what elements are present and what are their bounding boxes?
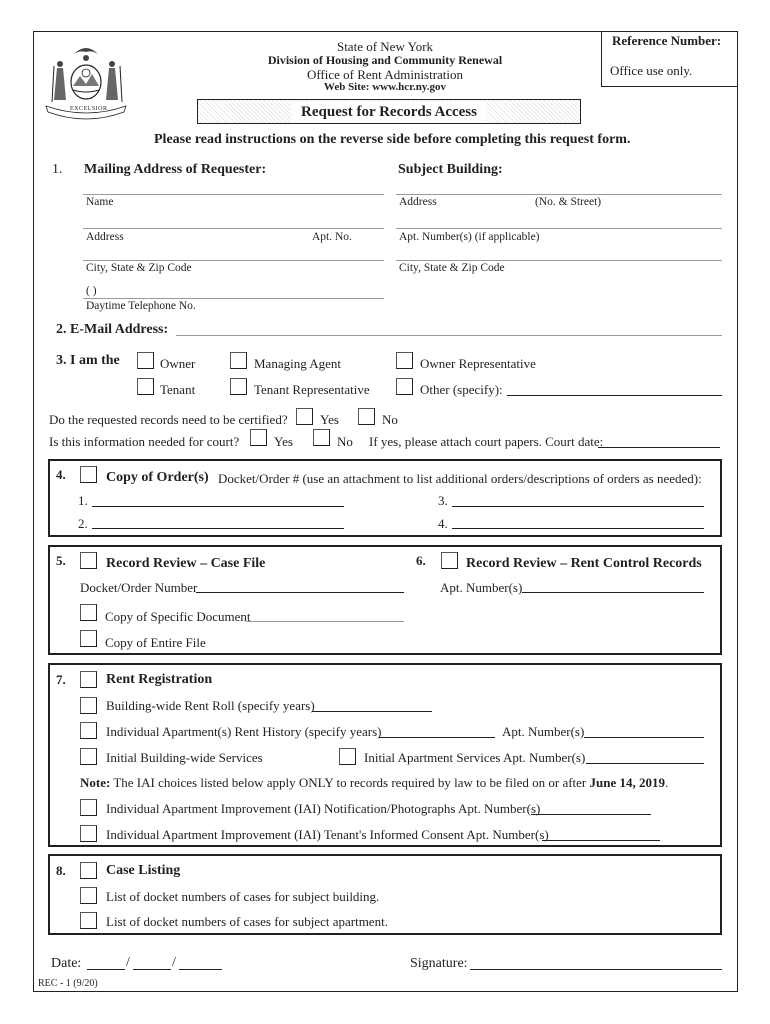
- tenant-checkbox[interactable]: [137, 378, 154, 395]
- certified-no-label: No: [382, 412, 398, 427]
- court-yes-label: Yes: [274, 434, 293, 449]
- certified-yes-label: Yes: [320, 412, 339, 427]
- iai-photos-label: Individual Apartment Improvement (IAI) Notification/Photographs Apt. Number(s): [106, 801, 541, 816]
- apartment-services-apt-field[interactable]: [586, 763, 704, 764]
- seal-motto: EXCELSIOR: [70, 106, 108, 112]
- rent-history-label: Individual Apartment(s) Rent History (specify years): [106, 724, 382, 739]
- apartment-cases-checkbox[interactable]: [80, 912, 97, 929]
- website: Web Site: www.hcr.ny.gov: [323, 81, 447, 93]
- copy-of-order-title: Copy of Order(s): [106, 470, 209, 485]
- requester-heading: Mailing Address of Requester:: [84, 162, 267, 177]
- other-checkbox[interactable]: [396, 378, 413, 395]
- certified-question: Do the requested records need to be certified?: [49, 412, 288, 427]
- rent-history-checkbox[interactable]: [80, 722, 97, 739]
- court-no-label: No: [337, 434, 353, 449]
- section-6-number: 6.: [416, 553, 426, 568]
- rent-roll-years-field[interactable]: [312, 711, 432, 712]
- managing-agent-checkbox[interactable]: [230, 352, 247, 369]
- signature-field[interactable]: [470, 969, 722, 970]
- section-5-number: 5.: [56, 553, 66, 568]
- case-listing-title: Case Listing: [106, 863, 181, 878]
- email-field[interactable]: [176, 335, 722, 336]
- apt-no-label: Apt. No.: [312, 231, 352, 243]
- building-city-field[interactable]: [396, 260, 722, 261]
- rent-registration-title: Rent Registration: [106, 672, 213, 687]
- entire-file-checkbox[interactable]: [80, 630, 97, 647]
- rent-registration-checkbox[interactable]: [80, 671, 97, 688]
- section-7-number: 7.: [56, 672, 66, 687]
- rent-roll-checkbox[interactable]: [80, 697, 97, 714]
- office-name: Office of Rent Administration: [306, 67, 464, 82]
- building-apt-field[interactable]: [396, 228, 722, 229]
- case-listing-checkbox[interactable]: [80, 862, 97, 879]
- signature-label: Signature:: [410, 956, 468, 971]
- i-am-the-label: 3. I am the: [56, 353, 120, 368]
- apartment-services-label: Initial Apartment Services Apt. Number(s): [364, 750, 586, 765]
- entire-file-label: Copy of Entire File: [105, 635, 206, 650]
- owner-checkbox[interactable]: [137, 352, 154, 369]
- tenant-rep-checkbox[interactable]: [230, 378, 247, 395]
- rent-history-years-field[interactable]: [379, 737, 495, 738]
- rent-control-title: Record Review – Rent Control Records: [466, 556, 702, 571]
- section-4-box: [48, 459, 722, 537]
- order-item-4-field[interactable]: [452, 528, 704, 529]
- city-label: City, State & Zip Code: [86, 262, 192, 274]
- rent-control-apt-label: Apt. Number(s): [440, 580, 523, 595]
- iai-note-text: The IAI choices listed below apply ONLY to records required by law to be filed on or after: [113, 775, 587, 790]
- reference-box: [601, 31, 738, 87]
- iai-photos-checkbox[interactable]: [80, 799, 97, 816]
- certified-yes-checkbox[interactable]: [296, 408, 313, 425]
- building-services-label: Initial Building-wide Services: [106, 750, 263, 765]
- date-slash-1: /: [126, 955, 130, 970]
- certified-no-checkbox[interactable]: [358, 408, 375, 425]
- section-8-number: 8.: [56, 863, 66, 878]
- tenant-rep-label: Tenant Representative: [254, 382, 370, 397]
- form-title: Request for Records Access: [291, 102, 487, 123]
- phone-field[interactable]: [83, 298, 384, 299]
- specific-doc-label: Copy of Specific Document: [105, 609, 251, 624]
- building-address-field[interactable]: [396, 194, 722, 195]
- address-label: Address: [86, 231, 124, 243]
- court-no-checkbox[interactable]: [313, 429, 330, 446]
- rent-control-apt-field[interactable]: [522, 592, 704, 593]
- building-apt-label: Apt. Number(s) (if applicable): [399, 231, 540, 243]
- managing-agent-label: Managing Agent: [254, 356, 342, 371]
- building-street-label: (No. & Street): [535, 196, 602, 208]
- division-name: Division of Housing and Community Renewal: [267, 53, 503, 67]
- date-slash-2: /: [172, 955, 176, 970]
- order-item-2-label: 2.: [78, 516, 88, 531]
- case-file-checkbox[interactable]: [80, 552, 97, 569]
- state-name: State of New York: [336, 39, 434, 54]
- rent-history-apt-label: Apt. Number(s): [502, 724, 585, 739]
- building-heading: Subject Building:: [398, 162, 503, 177]
- form-id: REC - 1 (9/20): [38, 978, 98, 989]
- case-file-title: Record Review – Case File: [106, 556, 266, 571]
- order-item-3-field[interactable]: [452, 506, 704, 507]
- date-label: Date:: [51, 956, 82, 971]
- date-year-field[interactable]: [179, 969, 222, 970]
- section-7-box: [48, 663, 722, 847]
- other-label: Other (specify):: [420, 382, 503, 397]
- other-specify-field[interactable]: [507, 395, 722, 396]
- court-date-label: If yes, please attach court papers. Court date:: [369, 434, 604, 449]
- email-label: 2. E-Mail Address:: [56, 322, 169, 337]
- court-date-field[interactable]: [598, 447, 720, 448]
- specific-doc-checkbox[interactable]: [80, 604, 97, 621]
- building-services-checkbox[interactable]: [80, 748, 97, 765]
- section-1-number: 1.: [52, 162, 63, 177]
- order-item-1-label: 1.: [78, 493, 88, 508]
- date-day-field[interactable]: [133, 969, 171, 970]
- court-yes-checkbox[interactable]: [250, 429, 267, 446]
- city-field[interactable]: [83, 260, 384, 261]
- iai-note: [80, 775, 668, 791]
- instructions: Please read instructions on the reverse side before completing this request form.: [154, 132, 631, 147]
- owner-rep-checkbox[interactable]: [396, 352, 413, 369]
- office-use-label: Office use only.: [610, 63, 693, 78]
- address-field[interactable]: [83, 228, 384, 229]
- order-item-2-field[interactable]: [92, 528, 344, 529]
- rent-history-apt-field[interactable]: [584, 737, 704, 738]
- tenant-label: Tenant: [160, 382, 196, 397]
- docket-order-field[interactable]: [196, 592, 404, 593]
- order-item-1-field[interactable]: [92, 506, 344, 507]
- section-5-6-box: [48, 545, 722, 655]
- reference-number-label: Reference Number:: [612, 33, 722, 48]
- iai-consent-checkbox[interactable]: [80, 825, 97, 842]
- iai-photos-apt-field[interactable]: [531, 814, 651, 815]
- order-item-3-label: 3.: [438, 493, 448, 508]
- owner-label: Owner: [160, 356, 196, 371]
- name-label: Name: [86, 196, 114, 208]
- section-8-box: [48, 854, 722, 935]
- section-4-number: 4.: [56, 467, 66, 482]
- docket-order-label: Docket/Order Number: [80, 580, 198, 595]
- building-cases-checkbox[interactable]: [80, 887, 97, 904]
- court-question: Is this information needed for court?: [49, 434, 240, 449]
- order-item-4-label: 4.: [438, 516, 448, 531]
- building-city-label: City, State & Zip Code: [399, 262, 505, 274]
- iai-note-end: .: [665, 775, 669, 790]
- copy-of-order-checkbox[interactable]: [80, 466, 97, 483]
- building-cases-label: List of docket numbers of cases for subject building.: [106, 889, 380, 904]
- copy-of-order-desc: Docket/Order # (use an attachment to list additional orders/descriptions of orders as needed):: [218, 471, 702, 486]
- iai-consent-apt-field[interactable]: [542, 840, 660, 841]
- specific-doc-field[interactable]: [246, 621, 404, 622]
- state-seal: [40, 40, 132, 122]
- phone-area-code: ( ): [86, 285, 97, 297]
- rent-roll-label: Building-wide Rent Roll (specify years): [106, 698, 315, 713]
- owner-rep-label: Owner Representative: [420, 356, 536, 371]
- form-title-box: [197, 99, 581, 124]
- iai-consent-label: Individual Apartment Improvement (IAI) Tenant's Informed Consent Apt. Number(s): [106, 827, 549, 842]
- rent-control-checkbox[interactable]: [441, 552, 458, 569]
- building-address-label: Address: [399, 196, 437, 208]
- name-field[interactable]: [83, 194, 384, 195]
- date-month-field[interactable]: [87, 969, 125, 970]
- iai-note-label: Note:: [80, 775, 111, 790]
- iai-note-date: June 14, 2019: [589, 775, 665, 790]
- apartment-services-checkbox[interactable]: [339, 748, 356, 765]
- apartment-cases-label: List of docket numbers of cases for subject apartment.: [106, 914, 388, 929]
- phone-label: Daytime Telephone No.: [86, 300, 196, 312]
